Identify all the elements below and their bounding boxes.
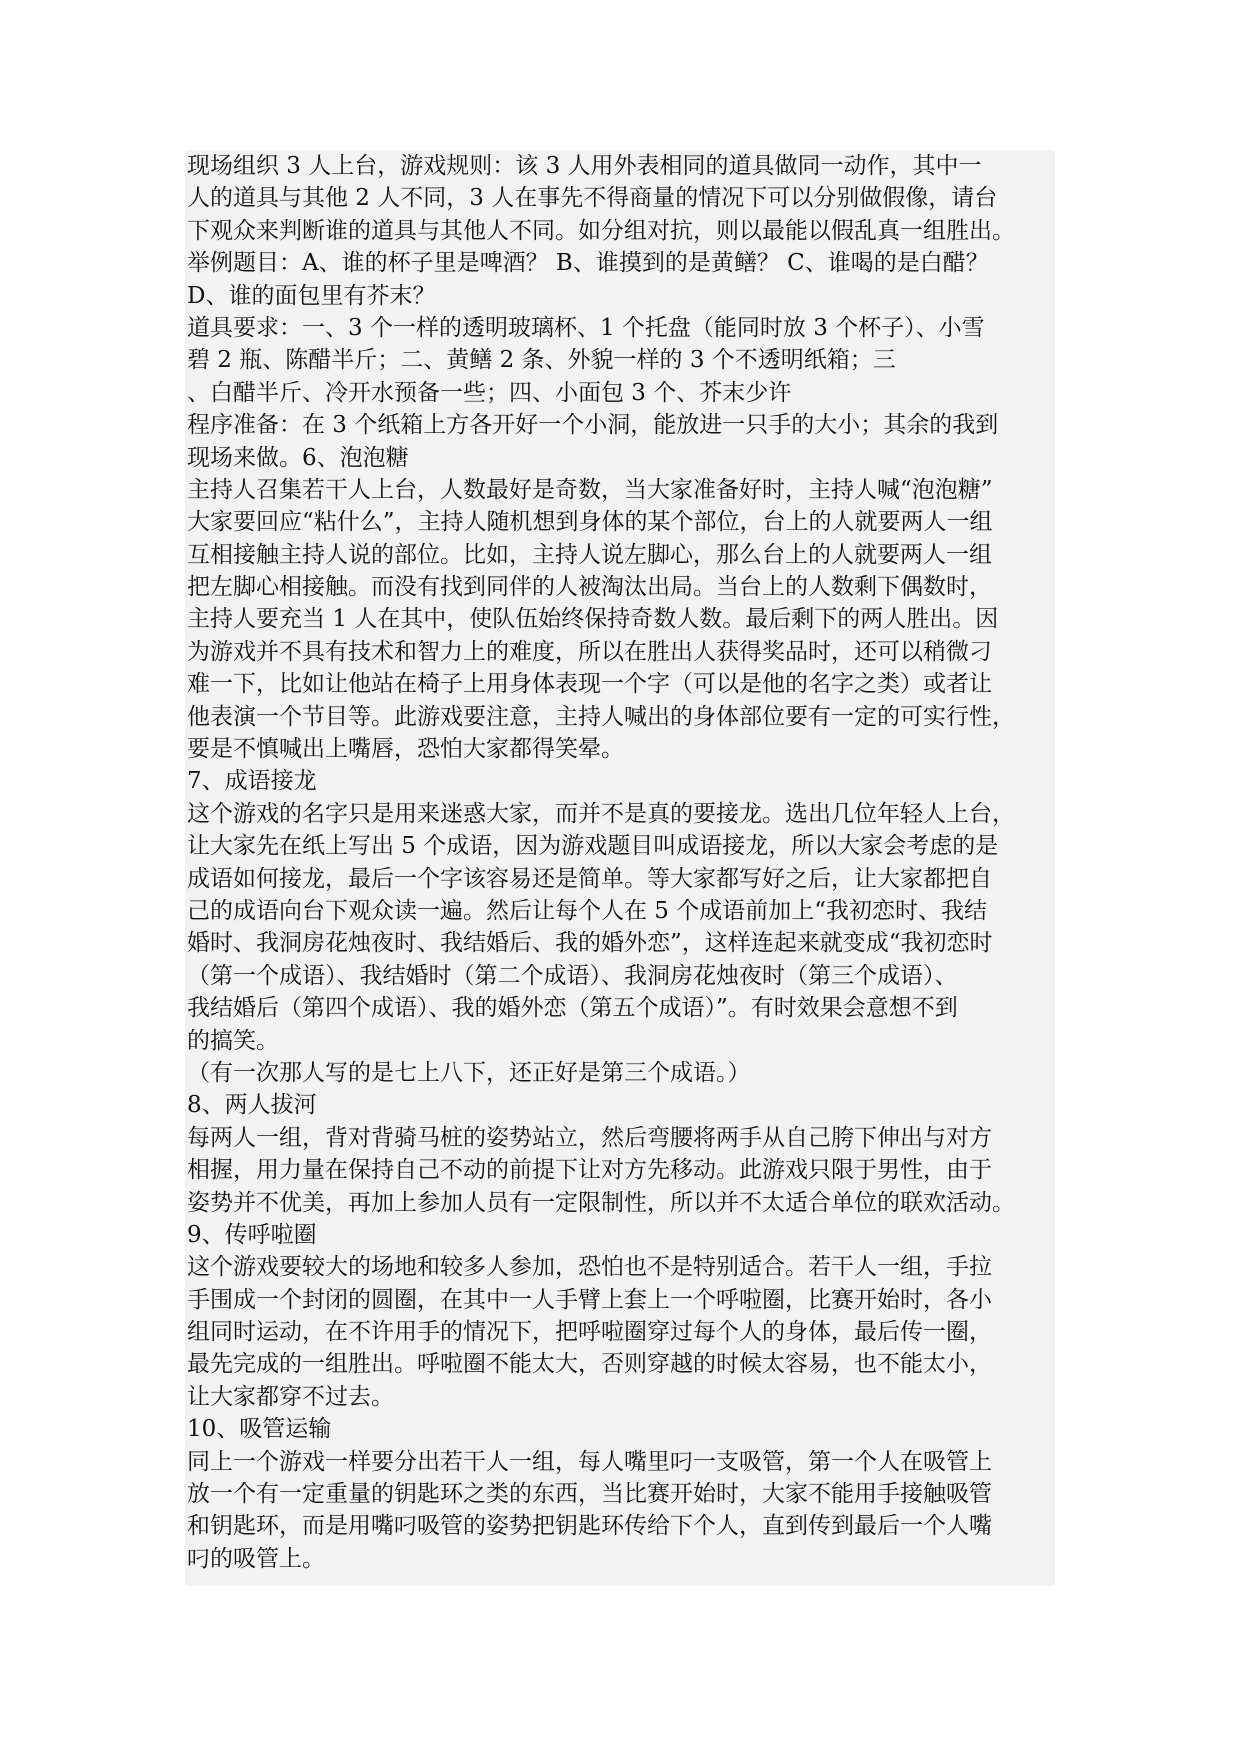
text-line: 他表演一个节目等。此游戏要注意，主持人喊出的身体部位要有一定的可实行性， (187, 703, 1015, 730)
text-line: 主持人召集若干人上台，人数最好是奇数，当大家准备好时，主持人喊“泡泡糖” (187, 476, 993, 503)
text-line: D、谁的面包里有芥末？ (187, 282, 436, 309)
text-line: 最先完成的一组胜出。呼啦圈不能太大，否则穿越的时候太容易，也不能太小， (187, 1351, 992, 1378)
text-line: （有一次那人写的是七上八下，还正好是第三个成语。） (187, 1059, 751, 1086)
text-line: 同上一个游戏一样要分出若干人一组，每人嘴里叼一支吸管，第一个人在吸管上 (187, 1448, 992, 1475)
text-line: 下观众来判断谁的道具与其他人不同。如分组对抗，则以最能以假乱真一组胜出。 (187, 217, 1015, 244)
text-line: 要是不慎喊出上嘴唇，恐怕大家都得笑晕。 (187, 736, 624, 763)
text-line: 姿势并不优美，再加上参加人员有一定限制性，所以并不太适合单位的联欢活动。 (187, 1189, 1015, 1216)
text-line: 这个游戏要较大的场地和较多人参加，恐怕也不是特别适合。若干人一组，手拉 (187, 1254, 992, 1281)
text-line: 碧 2 瓶、陈醋半斤；二、黄鳝 2 条、外貌一样的 3 个不透明纸箱；三 (187, 347, 896, 374)
text-line: 让大家先在纸上写出 5 个成语，因为游戏题目叫成语接龙，所以大家会考虑的是 (187, 833, 999, 860)
text-line: 程序准备：在 3 个纸箱上方各开好一个小洞，能放进一只手的大小；其余的我到 (187, 412, 999, 439)
text-line: 人的道具与其他 2 人不同，3 人在事先不得商量的情况下可以分别做假像，请台 (187, 185, 998, 212)
text-line: 放一个有一定重量的钥匙环之类的东西，当比赛开始时，大家不能用手接触吸管 (187, 1481, 992, 1508)
text-line: 让大家都穿不过去。 (187, 1383, 394, 1410)
text-line: 成语如何接龙，最后一个字该容易还是简单。等大家都写好之后，让大家都把自 (187, 865, 992, 892)
text-line: 把左脚心相接触。而没有找到同伴的人被淘汰出局。当台上的人数剩下偶数时， (187, 574, 992, 601)
text-line: 手围成一个封闭的圆圈，在其中一人手臂上套上一个呼啦圈，比赛开始时，各小 (187, 1286, 992, 1313)
text-line: 主持人要充当 1 人在其中，使队伍始终保持奇数人数。最后剩下的两人胜出。因 (187, 606, 999, 633)
text-line: 现场来做。6、泡泡糖 (187, 444, 409, 471)
text-line: 现场组织 3 人上台，游戏规则：该 3 人用外表相同的道具做同一动作，其中一 (187, 153, 982, 179)
section-heading: 9、传呼啦圈 (187, 1221, 317, 1248)
text-line: 、白醋半斤、冷开水预备一些；四、小面包 3 个、芥末少许 (187, 379, 792, 406)
section-heading: 10、吸管运输 (187, 1416, 332, 1443)
text-line: 相握，用力量在保持自己不动的前提下让对方先移动。此游戏只限于男性，由于 (187, 1157, 992, 1184)
text-line: 己的成语向台下观众读一遍。然后让每个人在 5 个成语前加上“我初恋时、我结 (187, 897, 988, 924)
text-line: 大家要回应“粘什么”，主持人随机想到身体的某个部位，台上的人就要两人一组 (187, 509, 993, 536)
text-line: 婚时、我洞房花烛夜时、我结婚后、我的婚外恋”，这样连起来就变成“我初恋时 (187, 930, 993, 957)
text-line: 这个游戏的名字只是用来迷惑大家，而并不是真的要接龙。选出几位年轻人上台， (187, 800, 1015, 827)
text-line: 的搞笑。 (187, 1027, 279, 1054)
section-heading: 8、两人拔河 (187, 1092, 317, 1119)
text-line: 难一下，比如让他站在椅子上用身体表现一个字（可以是他的名字之类）或者让 (187, 671, 992, 698)
text-line: 为游戏并不具有技术和智力上的难度，所以在胜出人获得奖品时，还可以稍微刁 (187, 638, 992, 665)
text-line: 道具要求：一、3 个一样的透明玻璃杯、1 个托盘（能同时放 3 个杯子）、小雪 (187, 314, 985, 341)
text-line: 互相接触主持人说的部位。比如，主持人说左脚心，那么台上的人就要两人一组 (187, 541, 992, 568)
document-text-block (185, 150, 1055, 1586)
text-line: 每两人一组，背对背骑马桩的姿势站立，然后弯腰将两手从自己胯下伸出与对方 (187, 1124, 992, 1151)
section-heading: 7、成语接龙 (187, 768, 317, 795)
text-line: （第一个成语）、我结婚时（第二个成语）、我洞房花烛夜时（第三个成语）、 (187, 962, 958, 989)
text-line: 我结婚后（第四个成语）、我的婚外恋（第五个成语）”。有时效果会意想不到 (187, 995, 958, 1022)
text-line: 举例题目：A、谁的杯子里是啤酒？ B、谁摸到的是黄鳝？ C、谁喝的是白醋？ (187, 250, 989, 277)
text-line: 叼的吸管上。 (187, 1545, 325, 1572)
text-line: 和钥匙环，而是用嘴叼吸管的姿势把钥匙环传给下个人，直到传到最后一个人嘴 (187, 1513, 992, 1540)
text-line: 组同时运动，在不许用手的情况下，把呼啦圈穿过每个人的身体，最后传一圈， (187, 1319, 992, 1346)
